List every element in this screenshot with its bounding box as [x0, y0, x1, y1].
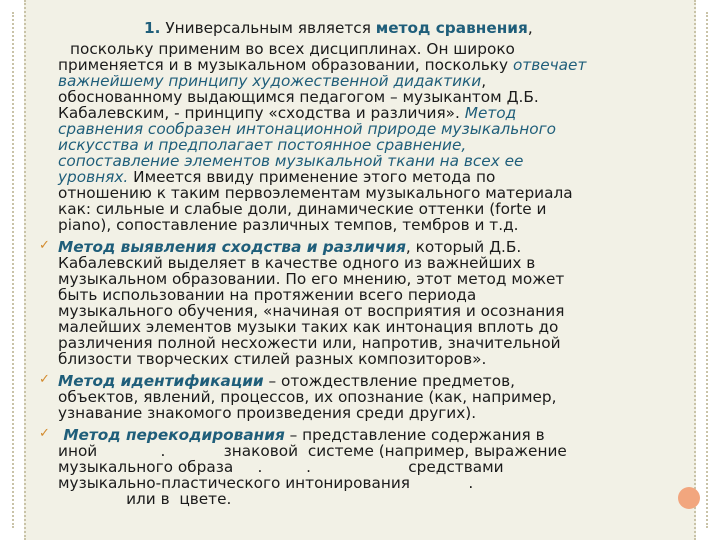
text: – отождествление предметов,: [263, 372, 515, 390]
line: различения полной несхожести или, напротив, значительной: [58, 334, 561, 352]
line: искусства и предполагает постоянное сравнение,: [58, 136, 467, 154]
line: Кабалевский выделяет в качестве одного из важнейших в: [58, 254, 536, 272]
line: музыкального обучения, «начиная от восприятия и осознания: [58, 302, 565, 320]
text: ,: [527, 19, 533, 37]
text: ,: [481, 72, 487, 90]
line: piano), сопоставление различных темпов, тембров и т.д.: [58, 216, 519, 234]
emphasis: Метод: [464, 104, 517, 122]
line: [58, 57, 690, 73]
line: обоснованному выдающимся педагогом – музыкантом Д.Б.: [58, 88, 539, 106]
line: [58, 105, 690, 121]
line: музыкально-пластического интонирования .: [58, 474, 474, 492]
line: или в цвете.: [58, 490, 232, 508]
text: применяется и в музыкальном образовании, поскольку: [58, 56, 513, 74]
line: [58, 239, 690, 255]
line: [58, 169, 690, 185]
text: Кабалевским, - принципу «сходства и различия».: [58, 104, 465, 122]
line: отношению к таким первоэлементам музыкального материала: [58, 184, 573, 202]
line: объектов, явлений, процессов, их опознание (как, например,: [58, 388, 557, 406]
text: Имеется ввиду применение этого метода по: [128, 168, 496, 186]
slide-body: [39, 19, 690, 508]
bullet-identification-method: [39, 372, 690, 422]
text: , который Д.Б.: [405, 238, 522, 256]
emphasis: уровнях.: [58, 168, 129, 186]
line: иной . знаковой системе (например, выражение: [58, 442, 567, 460]
line: близости творческих стилей разных композиторов».: [58, 350, 487, 368]
emphasis: важнейшему принципу художественной дидактики: [58, 72, 482, 90]
line: сопоставление элементов музыкальной ткани на всех ее: [58, 152, 524, 170]
paragraph-comparison-method: [58, 20, 690, 233]
method-name: метод сравнения: [375, 19, 528, 37]
checkmark-icon: ✓: [39, 372, 50, 387]
item-number: 1.: [144, 19, 161, 37]
checkmark-icon: ✓: [39, 426, 50, 441]
line: узнавание знакомого произведения среди других).: [58, 404, 477, 422]
line: музыкальном образовании. По его мнению, этот метод может: [58, 270, 565, 288]
line: [58, 373, 690, 389]
line: малейших элементов музыки таких как интонация вплоть до: [58, 318, 559, 336]
checkmark-icon: ✓: [39, 238, 50, 253]
line: быть использовании на протяжении всего периода: [58, 286, 477, 304]
text: Универсальным является: [160, 19, 376, 37]
line: [58, 20, 690, 36]
line: [58, 427, 690, 443]
emphasis: отвечает: [512, 56, 587, 74]
line: музыкального образа . . средствами: [58, 458, 504, 476]
method-name: Метод идентификации: [58, 372, 264, 390]
text: – представление содержания в: [284, 426, 545, 444]
bullet-similarity-method: [39, 238, 690, 368]
method-name: Метод выявления сходства и различия: [58, 238, 406, 256]
method-name: Метод перекодирования: [58, 426, 285, 444]
line: поскольку применим во всех дисциплинах. Он широко: [70, 40, 515, 58]
line: [58, 73, 690, 89]
bullet-recoding-method: [39, 426, 690, 508]
line: как: сильные и слабые доли, динамические оттенки (forte и: [58, 200, 547, 218]
line: сравнения сообразен интонационной природе музыкального: [58, 120, 556, 138]
